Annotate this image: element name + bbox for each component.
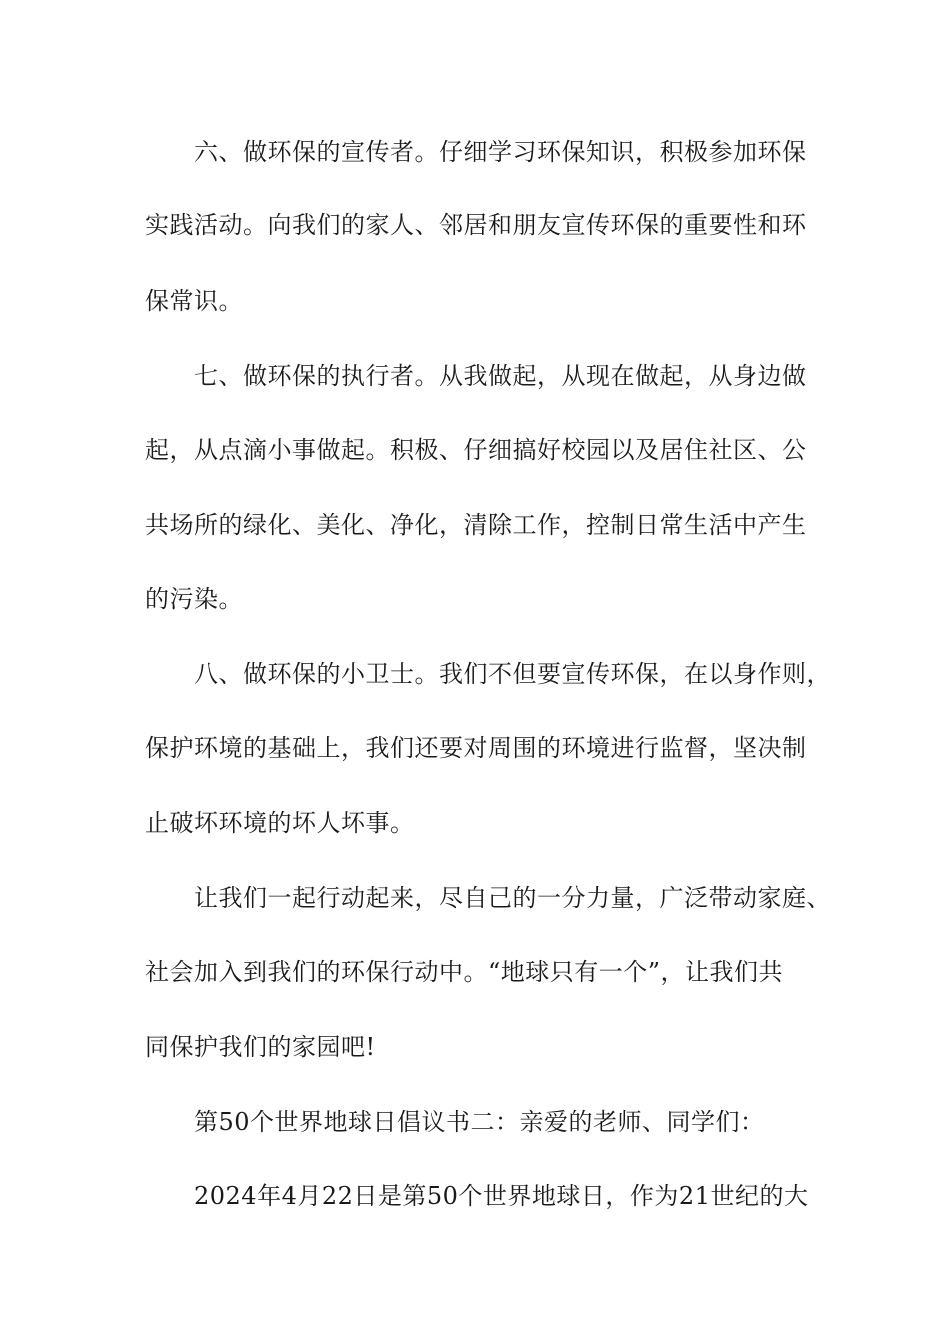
paragraph-7-line-3: 共场所的绿化、美化、净化，清除工作，控制日常生活中产生: [145, 511, 807, 539]
paragraph-7-line-1: 七、做环保的执行者。从我做起，从现在做起，从身边做: [194, 362, 807, 390]
paragraph-7-line-4: 的污染。: [145, 585, 243, 613]
paragraph-8-line-3: 止破坏环境的坏人坏事。: [145, 809, 415, 837]
paragraph-8-line-2: 保护环境的基础上，我们还要对周围的环境进行监督，坚决制: [145, 734, 807, 762]
intro-paragraph-line-1: 2024年4月22日是第50个世界地球日，作为21世纪的大: [194, 1182, 809, 1210]
paragraph-6-line-3: 保常识。: [145, 287, 243, 315]
closing-paragraph-line-3: 同保护我们的家园吧!: [145, 1033, 376, 1061]
closing-paragraph-line-2: 社会加入到我们的环保行动中。“地球只有一个”，让我们共: [145, 958, 784, 986]
paragraph-8-line-1: 八、做环保的小卫士。我们不但要宣传环保，在以身作则，: [194, 660, 831, 688]
paragraph-7-line-2: 起，从点滴小事做起。积极、仔细搞好校园以及居住社区、公: [145, 436, 807, 464]
paragraph-6-line-2: 实践活动。向我们的家人、邻居和朋友宣传环保的重要性和环: [145, 211, 807, 239]
section-heading-line: 第50个世界地球日倡议书二：亲爱的老师、同学们：: [194, 1108, 765, 1136]
paragraph-6-line-1: 六、做环保的宣传者。仔细学习环保知识，积极参加环保: [194, 138, 807, 166]
closing-paragraph-line-1: 让我们一起行动起来，尽自己的一分力量，广泛带动家庭、: [194, 884, 831, 912]
